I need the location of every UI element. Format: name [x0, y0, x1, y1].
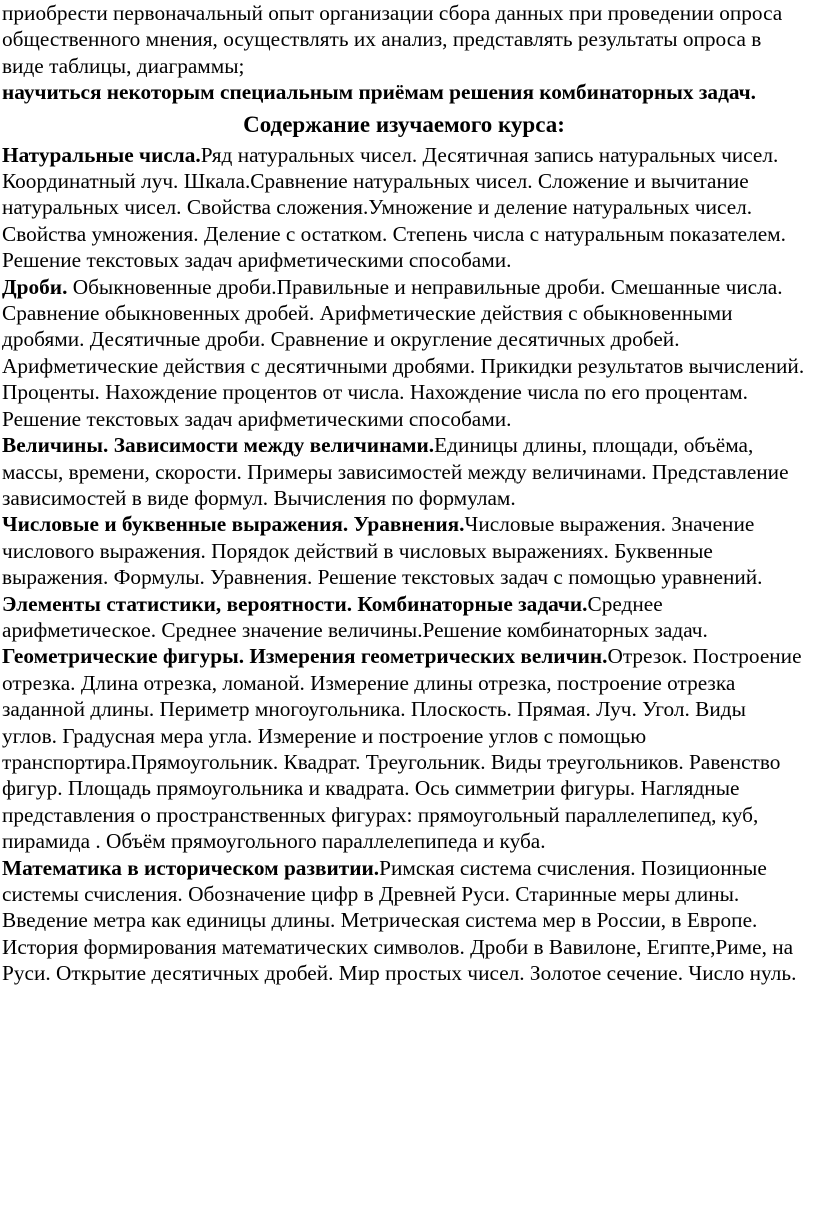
- section-history: [2, 855, 806, 987]
- section-title: Геометрические фигуры. Измерения геометрических величин.: [2, 644, 608, 669]
- section-body: Единицы длины, площади, объёма, массы, времени, скорости. Примеры зависимостей между величинами. Представление зависимостей в виде формул. Вычисления по формулам.: [2, 433, 789, 510]
- section-body: Среднее арифметическое. Среднее значение величины.Решение комбинаторных задач.: [2, 591, 708, 642]
- section-body: Числовые выражения. Значение числового выражения. Порядок действий в числовых выражениях. Буквенные выражения. Формулы. Уравнения. Решение текстовых задач с помощью уравнений.: [2, 512, 763, 590]
- section-fractions: [2, 274, 806, 432]
- section-body: Римская система счисления. Позиционные системы счисления. Обозначение цифр в Древней Руси. Старинные меры длины. Введение метра как единицы длины. Метрическая система мер в России, в Европе. История формирования математических символов. Дроби в Вавилоне, Египте,Риме, на Руси. Открытие десятичных дробей. Мир простых чисел. Золотое сечение. Число нуль.: [2, 855, 797, 986]
- section-title: Натуральные числа.: [2, 142, 201, 167]
- section-title: Числовые и буквенные выражения. Уравнения.: [2, 512, 465, 537]
- section-title: Элементы статистики, вероятности. Комбинаторные задачи.: [2, 591, 588, 616]
- section-body: Обыкновенные дроби.Правильные и неправильные дроби. Смешанные числа. Сравнение обыкновенных дробей. Арифметические действия с обыкновенными дробями. Десятичные дроби. Сравнение и округление десятичных дробей. Арифметические действия с десятичными дробями. Прикидки результатов вычислений. Проценты. Нахождение процентов от числа. Нахождение числа по его процентам. Решение текстовых задач арифметическими способами.: [2, 274, 805, 431]
- section-statistics: [2, 591, 806, 644]
- section-title: Дроби.: [2, 274, 68, 299]
- section-title: Величины. Зависимости между величинами.: [2, 433, 435, 458]
- section-geometry: [2, 643, 806, 854]
- intro-bold-paragraph: научиться некоторым специальным приёмам решения комбинаторных задач.: [2, 80, 756, 105]
- section-natural-numbers: [2, 142, 806, 274]
- course-content-heading: Содержание изучаемого курса:: [243, 111, 565, 137]
- section-quantities: [2, 432, 806, 511]
- section-body: Отрезок. Построение отрезка. Длина отрезка, ломаной. Измерение длины отрезка, построение отрезка заданной длины. Периметр многоугольника. Плоскость. Прямая. Луч. Угол. Виды углов. Градусная мера угла. Измерение и построение углов с помощью транспортира.Прямоугольник. Квадрат. Треугольник. Виды треугольников. Равенство фигур. Площадь прямоугольника и квадрата. Ось симметрии фигуры. Наглядные представления о пространственных фигурах: прямоугольный параллелепипед, куб, пирамида . Объём прямоугольного параллелепипеда и куба.: [2, 644, 802, 854]
- section-body: Ряд натуральных чисел. Десятичная запись натуральных чисел. Координатный луч. Шкала.Сравнение натуральных чисел. Сложение и вычитание натуральных чисел. Свойства сложения.Умножение и деление натуральных чисел. Свойства умножения. Деление с остатком. Степень числа с натуральным показателем. Решение текстовых задач арифметическими способами.: [2, 142, 786, 273]
- section-expressions: [2, 511, 806, 590]
- intro-paragraph: приобрести первоначальный опыт организации сбора данных при проведении опроса общественного мнения, осуществлять их анализ, представлять результаты опроса в виде таблицы, диаграммы;: [2, 1, 783, 78]
- section-title: Математика в историческом развитии.: [2, 855, 380, 880]
